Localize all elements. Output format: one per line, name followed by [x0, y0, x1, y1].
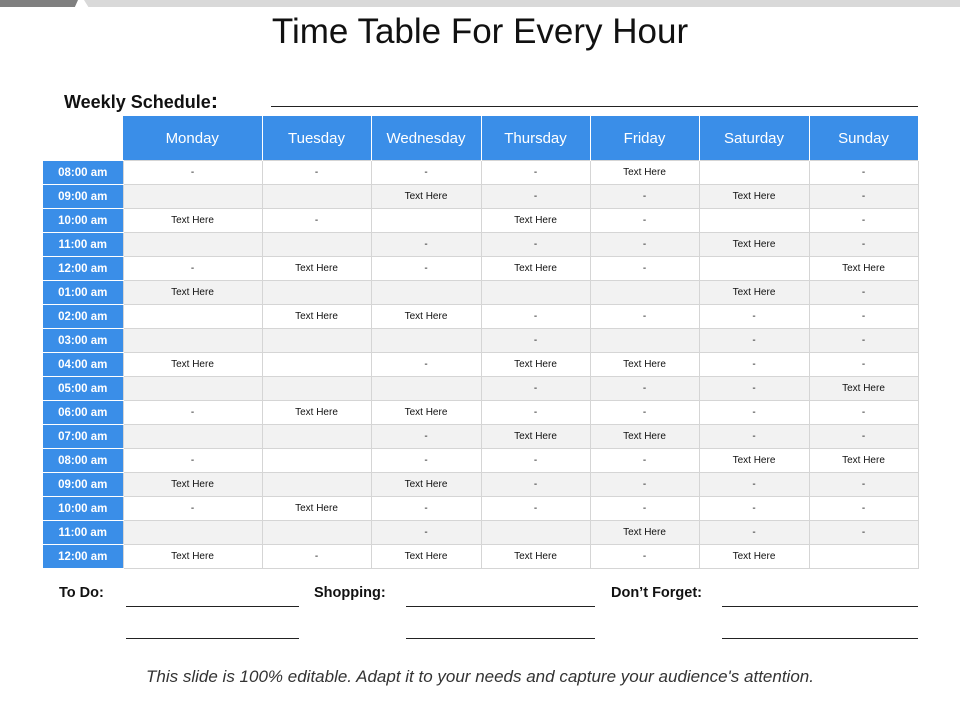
schedule-cell[interactable]: -	[809, 473, 918, 497]
table-row	[43, 233, 918, 257]
schedule-cell[interactable]: -	[590, 185, 699, 209]
time-label: 11:00 am	[43, 233, 123, 257]
schedule-cell[interactable]: -	[481, 473, 590, 497]
schedule-cell[interactable]: Text Here	[699, 185, 809, 209]
schedule-cell[interactable]: Text Here	[262, 401, 371, 425]
schedule-cell[interactable]: -	[371, 353, 481, 377]
schedule-cell[interactable]: -	[809, 353, 918, 377]
schedule-cell[interactable]: Text Here	[371, 401, 481, 425]
schedule-cell[interactable]	[371, 377, 481, 401]
schedule-cell[interactable]: -	[590, 257, 699, 281]
schedule-cell[interactable]	[590, 329, 699, 353]
todo-line-2[interactable]	[126, 638, 299, 639]
schedule-cell[interactable]: -	[262, 545, 371, 569]
schedule-cell[interactable]: -	[699, 353, 809, 377]
footer-note: This slide is 100% editable. Adapt it to your needs and capture your audience's attention.	[146, 667, 814, 686]
table-row	[43, 425, 918, 449]
schedule-cell[interactable]	[123, 185, 262, 209]
schedule-cell[interactable]	[371, 209, 481, 233]
table-row	[43, 401, 918, 425]
schedule-cell[interactable]: Text Here	[590, 161, 699, 185]
day-header-row	[43, 116, 918, 161]
time-label: 08:00 am	[43, 161, 123, 185]
time-label: 09:00 am	[43, 185, 123, 209]
time-label: 05:00 am	[43, 377, 123, 401]
schedule-cell[interactable]: -	[590, 209, 699, 233]
schedule-cell[interactable]	[262, 185, 371, 209]
schedule-cell[interactable]: Text Here	[481, 209, 590, 233]
schedule-cell[interactable]: -	[699, 329, 809, 353]
schedule-cell[interactable]: Text Here	[262, 305, 371, 329]
schedule-cell[interactable]: Text Here	[699, 449, 809, 473]
schedule-cell[interactable]: Text Here	[371, 185, 481, 209]
schedule-cell[interactable]: -	[809, 209, 918, 233]
schedule-cell[interactable]: Text Here	[481, 353, 590, 377]
schedule-cell[interactable]: -	[590, 233, 699, 257]
schedule-cell[interactable]: -	[809, 401, 918, 425]
schedule-cell[interactable]: Text Here	[809, 377, 918, 401]
schedule-cell[interactable]: Text Here	[123, 473, 262, 497]
table-row	[43, 281, 918, 305]
schedule-cell[interactable]: Text Here	[699, 545, 809, 569]
schedule-cell[interactable]: -	[809, 305, 918, 329]
schedule-cell[interactable]: -	[809, 233, 918, 257]
schedule-cell[interactable]: Text Here	[123, 281, 262, 305]
schedule-cell[interactable]: -	[590, 305, 699, 329]
day-header: Monday	[123, 116, 262, 161]
top-bar-light-segment	[84, 0, 960, 7]
dont-forget-line-2[interactable]	[722, 638, 918, 639]
time-label: 01:00 am	[43, 281, 123, 305]
schedule-cell[interactable]: -	[371, 233, 481, 257]
schedule-cell[interactable]: -	[590, 377, 699, 401]
schedule-cell[interactable]	[262, 425, 371, 449]
todo-line-1[interactable]	[126, 606, 299, 607]
schedule-cell[interactable]: Text Here	[371, 305, 481, 329]
schedule-cell[interactable]: Text Here	[809, 257, 918, 281]
time-label: 09:00 am	[43, 473, 123, 497]
schedule-cell[interactable]	[262, 473, 371, 497]
schedule-cell[interactable]: -	[590, 401, 699, 425]
schedule-cell[interactable]: Text Here	[481, 425, 590, 449]
table-row	[43, 497, 918, 521]
schedule-cell[interactable]: -	[123, 401, 262, 425]
schedule-cell[interactable]: -	[481, 185, 590, 209]
day-header: Saturday	[699, 116, 809, 161]
schedule-cell[interactable]	[262, 329, 371, 353]
schedule-cell[interactable]: Text Here	[481, 545, 590, 569]
schedule-cell[interactable]: -	[123, 161, 262, 185]
table-row	[43, 257, 918, 281]
schedule-cell[interactable]	[262, 353, 371, 377]
table-row	[43, 209, 918, 233]
schedule-cell[interactable]: -	[481, 161, 590, 185]
schedule-cell[interactable]: -	[123, 497, 262, 521]
schedule-cell[interactable]: -	[481, 497, 590, 521]
schedule-cell[interactable]	[699, 257, 809, 281]
schedule-cell[interactable]: -	[481, 377, 590, 401]
schedule-cell[interactable]: -	[809, 425, 918, 449]
schedule-cell[interactable]	[699, 161, 809, 185]
top-decorative-bar	[0, 0, 960, 8]
schedule-cell[interactable]	[123, 521, 262, 545]
page-title: Time Table For Every Hour	[271, 12, 689, 51]
schedule-cell[interactable]: Text Here	[123, 353, 262, 377]
schedule-cell[interactable]: Text Here	[481, 257, 590, 281]
schedule-cell[interactable]: Text Here	[699, 281, 809, 305]
dont-forget-label: Don’t Forget:	[611, 585, 703, 601]
schedule-cell[interactable]	[262, 281, 371, 305]
schedule-cell[interactable]: Text Here	[123, 545, 262, 569]
schedule-cell[interactable]: -	[809, 521, 918, 545]
day-header: Tuesday	[262, 116, 371, 161]
weekly-schedule-line	[271, 106, 918, 107]
schedule-cell[interactable]: -	[481, 233, 590, 257]
schedule-cell[interactable]: Text Here	[371, 473, 481, 497]
table-row	[43, 329, 918, 353]
weekly-schedule-label	[64, 88, 218, 114]
schedule-cell[interactable]	[590, 281, 699, 305]
time-label: 11:00 am	[43, 521, 123, 545]
dont-forget-line-1[interactable]	[722, 606, 918, 607]
table-row	[43, 185, 918, 209]
schedule-cell[interactable]: -	[371, 257, 481, 281]
schedule-cell[interactable]: Text Here	[699, 233, 809, 257]
schedule-cell[interactable]	[262, 449, 371, 473]
schedule-cell[interactable]: -	[809, 185, 918, 209]
time-label: 10:00 am	[43, 209, 123, 233]
time-label: 02:00 am	[43, 305, 123, 329]
schedule-cell[interactable]	[262, 233, 371, 257]
day-header: Friday	[590, 116, 699, 161]
day-header: Thursday	[481, 116, 590, 161]
schedule-cell[interactable]: -	[123, 257, 262, 281]
schedule-cell[interactable]: -	[371, 497, 481, 521]
schedule-cell[interactable]	[371, 281, 481, 305]
weekly-schedule-colon: :	[210, 88, 219, 113]
schedule-cell[interactable]: -	[699, 377, 809, 401]
time-label: 04:00 am	[43, 353, 123, 377]
schedule-cell[interactable]: -	[123, 449, 262, 473]
schedule-cell[interactable]: -	[262, 161, 371, 185]
schedule-cell[interactable]	[481, 521, 590, 545]
schedule-cell[interactable]: -	[481, 449, 590, 473]
schedule-body	[43, 161, 918, 569]
top-bar-dark-segment	[0, 0, 78, 7]
schedule-cell[interactable]	[371, 329, 481, 353]
table-row	[43, 449, 918, 473]
schedule-cell[interactable]	[123, 377, 262, 401]
schedule-cell[interactable]: -	[699, 521, 809, 545]
schedule-cell[interactable]	[699, 209, 809, 233]
schedule-cell[interactable]: -	[699, 497, 809, 521]
schedule-cell[interactable]: -	[699, 425, 809, 449]
day-header: Wednesday	[371, 116, 481, 161]
table-row	[43, 521, 918, 545]
schedule-cell[interactable]: -	[481, 329, 590, 353]
schedule-cell[interactable]: -	[809, 281, 918, 305]
schedule-cell[interactable]: -	[481, 305, 590, 329]
time-label: 07:00 am	[43, 425, 123, 449]
schedule-cell[interactable]: Text Here	[262, 257, 371, 281]
schedule-cell[interactable]: -	[590, 473, 699, 497]
schedule-cell[interactable]: -	[371, 425, 481, 449]
table-row	[43, 377, 918, 401]
time-label: 12:00 am	[43, 257, 123, 281]
schedule-cell[interactable]	[481, 281, 590, 305]
table-row	[43, 353, 918, 377]
schedule-cell[interactable]: -	[481, 401, 590, 425]
shopping-line-2[interactable]	[406, 638, 595, 639]
schedule-cell[interactable]: -	[809, 161, 918, 185]
schedule-cell[interactable]: -	[699, 305, 809, 329]
schedule-table	[43, 116, 919, 569]
schedule-cell[interactable]	[262, 521, 371, 545]
schedule-cell[interactable]: Text Here	[123, 209, 262, 233]
schedule-cell[interactable]: -	[590, 497, 699, 521]
schedule-cell[interactable]: Text Here	[590, 425, 699, 449]
schedule-cell[interactable]: -	[809, 329, 918, 353]
time-label: 08:00 am	[43, 449, 123, 473]
schedule-cell[interactable]: Text Here	[590, 521, 699, 545]
schedule-cell[interactable]: -	[699, 401, 809, 425]
schedule-cell[interactable]: Text Here	[590, 353, 699, 377]
table-row	[43, 161, 918, 185]
schedule-cell[interactable]: -	[699, 473, 809, 497]
day-header: Sunday	[809, 116, 918, 161]
schedule-cell[interactable]: -	[809, 497, 918, 521]
schedule-cell[interactable]: -	[262, 209, 371, 233]
schedule-cell[interactable]	[123, 233, 262, 257]
schedule-cell[interactable]: Text Here	[371, 545, 481, 569]
schedule-cell[interactable]	[809, 545, 918, 569]
shopping-line-1[interactable]	[406, 606, 595, 607]
schedule-cell[interactable]	[123, 305, 262, 329]
schedule-cell[interactable]: Text Here	[809, 449, 918, 473]
schedule-cell[interactable]	[123, 425, 262, 449]
time-label: 03:00 am	[43, 329, 123, 353]
time-label: 12:00 am	[43, 545, 123, 569]
header-corner	[43, 116, 123, 161]
table-row	[43, 473, 918, 497]
schedule-cell[interactable]: -	[371, 521, 481, 545]
weekly-schedule-text: Weekly Schedule	[64, 92, 211, 112]
schedule-cell[interactable]: Text Here	[262, 497, 371, 521]
schedule-cell[interactable]: -	[371, 449, 481, 473]
shopping-label: Shopping:	[314, 585, 386, 601]
schedule-cell[interactable]: -	[590, 449, 699, 473]
time-label: 10:00 am	[43, 497, 123, 521]
schedule-cell[interactable]: -	[590, 545, 699, 569]
schedule-cell[interactable]: -	[371, 161, 481, 185]
time-label: 06:00 am	[43, 401, 123, 425]
schedule-cell[interactable]	[262, 377, 371, 401]
todo-label: To Do:	[59, 585, 104, 601]
table-row	[43, 545, 918, 569]
table-row	[43, 305, 918, 329]
schedule-cell[interactable]	[123, 329, 262, 353]
